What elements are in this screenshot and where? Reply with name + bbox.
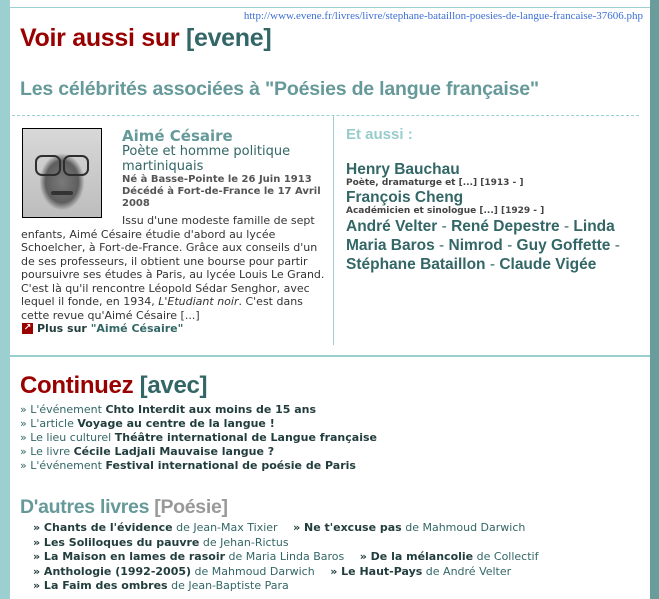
featured-person-desc: Poète, dramaturge et [...] [1913 - ] [346, 178, 524, 188]
continuez-heading: Continuez [avec] [20, 372, 208, 399]
book-item: » Chants de l'évidence de Jean-Max Tixier [33, 521, 278, 534]
person-born: Né à Basse-Pointe le 26 Juin 1913 [122, 174, 312, 185]
list-item: » Le livre Cécile Ladjali Mauvaise langue ? [20, 445, 275, 458]
book-item: » Anthologie (1992-2005) de Mahmoud Darwich [33, 564, 315, 578]
evene-brand: [evene] [185, 24, 272, 52]
featured-person-link[interactable]: François Cheng [346, 189, 464, 206]
other-books-heading: D'autres livres [Poésie] [20, 496, 228, 518]
book-link[interactable]: » De la mélancolie [359, 550, 474, 564]
featured-person-desc: Académicien et sinologue [...] [1929 - ] [346, 206, 545, 216]
column-divider [333, 115, 334, 345]
featured-person [346, 190, 636, 217]
book-link[interactable]: » La Faim des ombres [33, 579, 168, 593]
book-row [33, 521, 643, 536]
category-label[interactable]: [Poésie] [154, 496, 228, 518]
journal-title: L'Etudiant noir [158, 295, 239, 308]
related-link[interactable]: Voyage au centre de la langue ! [77, 417, 275, 430]
dashed-divider [12, 115, 639, 116]
voir-aussi-prefix: Voir aussi sur [20, 24, 186, 52]
person-link[interactable]: André Velter [346, 218, 438, 235]
book-link[interactable]: » Les Soliloques du pauvre [33, 535, 200, 549]
person-link[interactable]: Claude Vigée [499, 256, 597, 273]
more-about-person-link[interactable]: ↗ Plus sur "Aimé Césaire" [23, 322, 184, 335]
person-photo[interactable] [22, 128, 102, 218]
book-item: » La Faim des ombres de Jean-Baptiste Para [33, 579, 289, 593]
book-item: » De la mélancolie de Collectif [359, 550, 539, 564]
book-link[interactable]: » Le Haut-Pays [330, 564, 423, 578]
book-link[interactable]: » Chants de l'évidence [33, 521, 173, 534]
book-item: » Les Soliloques du pauvre de Jehan-Rictus [33, 535, 289, 549]
other-people-list: André Velter - René Depestre - Linda Maria Baros - Nimrod - Guy Goffette - Stéphane Bataillon - Claude Vigée [346, 218, 620, 273]
list-item: » L'événement Chto Interdit aux moins de 15 ans [20, 403, 317, 416]
book-item: » Le Haut-Pays de André Velter [330, 564, 512, 578]
related-link[interactable]: Théâtre international de Langue française [114, 431, 377, 444]
book-item: » La Maison en lames de rasoir de Maria Linda Baros [33, 550, 345, 564]
book-row [33, 565, 643, 580]
person-link[interactable]: René Depestre [451, 218, 560, 235]
page-url-link[interactable]: http://www.evene.fr/livres/livre/stephane-bataillon-poesies-de-langue-francaise-37606.php [243, 10, 643, 22]
person-name-link[interactable]: Aimé Césaire [122, 127, 233, 145]
book-link[interactable]: » La Maison en lames de rasoir [33, 550, 226, 564]
related-link[interactable]: Festival international de poésie de Paris [105, 459, 356, 472]
book-item: » Ne t'excuse pas de Mahmoud Darwich [293, 521, 526, 534]
celebrities-heading: Les célébrités associées à "Poésies de langue française" [20, 78, 539, 100]
book-row [33, 550, 643, 565]
book-link[interactable]: » Anthologie (1992-2005) [33, 564, 192, 578]
list-item: » Le lieu culturel Théâtre international de Langue française [20, 431, 377, 444]
top-rule [10, 7, 650, 8]
book-link[interactable]: » Ne t'excuse pas [293, 521, 402, 534]
person-link[interactable]: Nimrod [448, 237, 503, 254]
related-content-list [20, 403, 377, 473]
featured-person [346, 162, 636, 189]
book-row [33, 536, 643, 551]
left-border [0, 0, 10, 599]
person-died: Décédé à Fort-de-France le 17 Avril 2008 [122, 186, 321, 209]
list-item: » L'événement Festival international de poésie de Paris [20, 459, 356, 472]
book-row [33, 579, 643, 594]
person-link[interactable]: Guy Goffette [516, 237, 611, 254]
featured-person-link[interactable]: Henry Bauchau [346, 161, 460, 178]
external-arrow-icon: ↗ [23, 323, 32, 333]
list-item: » L'article Voyage au centre de la langue ! [20, 417, 275, 430]
person-link[interactable]: Stéphane Bataillon [346, 256, 486, 273]
related-link[interactable]: Cécile Ladjali Mauvaise langue ? [73, 445, 275, 458]
other-books-list [33, 521, 643, 594]
voir-aussi-heading [20, 24, 271, 53]
person-dates [122, 174, 322, 210]
person-bio: Issu d'une modeste famille de sept enfants, Aimé Césaire étudie d'abord au lycée Schoelcher, à Fort-de-France. Grâce aux conseils d'un de ses professeurs, il obtient une bourse pour partir poursuivre ses études à Paris, au lycée Louis Le Grand. C'est là qu'il rencontre Léopold Sédar Senghor, avec lequel il fonde, en 1934, L'Etudiant noir. C'est dans cette revue qu'Aimé Césaire [...] [21, 214, 325, 322]
et-aussi-heading: Et aussi : [346, 126, 413, 143]
person-link[interactable]: Linda Maria Baros [346, 218, 615, 254]
glasses-graphic [35, 155, 89, 173]
right-border [650, 0, 659, 599]
related-link[interactable]: Chto Interdit aux moins de 15 ans [105, 403, 317, 416]
person-role: Poète et homme politique martiniquais [122, 144, 291, 174]
section-divider [10, 355, 650, 357]
